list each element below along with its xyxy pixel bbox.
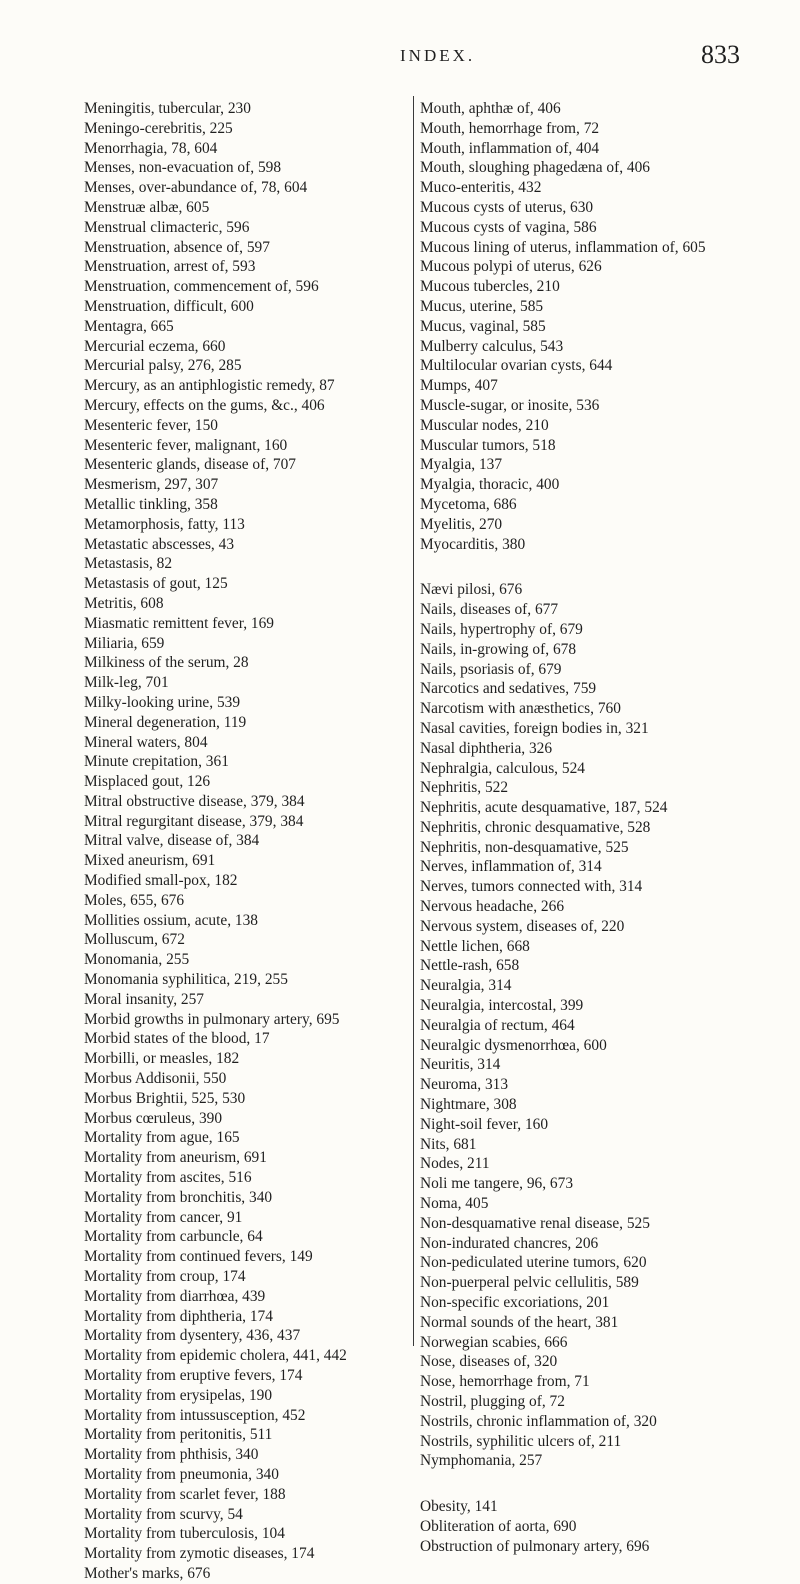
index-entry: Morbid states of the blood, 17 — [84, 1030, 270, 1048]
index-entry: Norwegian scabies, 666 — [420, 1333, 568, 1351]
index-entry: Mesenteric fever, 150 — [84, 416, 218, 434]
index-entry: Morbid growths in pulmonary artery, 695 — [84, 1010, 340, 1028]
index-entry: Narcotism with anæsthetics, 760 — [420, 700, 621, 718]
index-entry: Mycetoma, 686 — [420, 495, 517, 513]
index-entry: Neuroma, 313 — [420, 1076, 509, 1094]
index-entry: Menorrhagia, 78, 604 — [84, 139, 218, 157]
index-entry: Metastasis, 82 — [84, 555, 173, 573]
index-entry: Mucus, uterine, 585 — [420, 297, 544, 315]
index-entry: Normal sounds of the heart, 381 — [420, 1313, 619, 1331]
index-entry: Nodes, 211 — [420, 1155, 490, 1173]
index-entry: Menstruation, arrest of, 593 — [84, 258, 256, 276]
index-entry: Metastasis of gout, 125 — [84, 575, 228, 593]
index-entry: Moles, 655, 676 — [84, 891, 185, 909]
index-entry: Nose, diseases of, 320 — [420, 1353, 558, 1371]
index-entry: Minute crepitation, 361 — [84, 753, 229, 771]
index-entry: Morbilli, or measles, 182 — [84, 1050, 240, 1068]
index-entry: Nephritis, chronic desquamative, 528 — [420, 818, 651, 836]
index-entry: Mortality from epidemic cholera, 441, 442 — [84, 1347, 347, 1365]
index-entry: Mortality from erysipelas, 190 — [84, 1386, 273, 1404]
index-entry: Mortality from pneumonia, 340 — [84, 1465, 279, 1483]
index-entry: Mortality from bronchitis, 340 — [84, 1188, 273, 1206]
index-entry: Metastatic abscesses, 43 — [84, 535, 235, 553]
index-entry: Mucous lining of uterus, inflammation of, 605 — [420, 238, 706, 256]
index-entry: Mitral valve, disease of, 384 — [84, 832, 260, 850]
index-entry: Non-pediculated uterine tumors, 620 — [420, 1254, 647, 1272]
index-entry: Narcotics and sedatives, 759 — [420, 680, 597, 698]
index-entry: Nervous system, diseases of, 220 — [420, 917, 625, 935]
index-entry: Mesenteric glands, disease of, 707 — [84, 456, 296, 474]
running-title: INDEX. — [400, 46, 476, 65]
index-entry: Mucous polypi of uterus, 626 — [420, 258, 602, 276]
index-entry: Mouth, inflammation of, 404 — [420, 139, 600, 157]
index-entry: Menstruæ albæ, 605 — [84, 198, 210, 216]
index-entry: Mortality from cancer, 91 — [84, 1208, 243, 1226]
index-entry: Morbus Brightii, 525, 530 — [84, 1089, 246, 1107]
index-entry: Nostrils, chronic inflammation of, 320 — [420, 1412, 657, 1430]
index-entry: Mitral regurgitant disease, 379, 384 — [84, 812, 304, 830]
index-entry: Neuralgia, intercostal, 399 — [420, 997, 584, 1015]
index-entry: Monomania, 255 — [84, 951, 190, 969]
index-entry: Mortality from eruptive fevers, 174 — [84, 1367, 303, 1384]
index-entry: Muscle-sugar, or inosite, 536 — [420, 396, 600, 414]
index-entry: Menstrual climacteric, 596 — [84, 218, 250, 236]
index-entry: Neuralgia, 314 — [420, 977, 512, 995]
index-entry: Mucous cysts of vagina, 586 — [420, 218, 597, 236]
index-entry: Nævi pilosi, 676 — [420, 581, 523, 599]
index-entry: Milky-looking urine, 539 — [84, 693, 241, 711]
index-entry: Neuritis, 314 — [420, 1056, 501, 1074]
index-entry: Moral insanity, 257 — [84, 990, 204, 1008]
section-gap — [420, 554, 780, 580]
index-entry: Mollities ossium, acute, 138 — [84, 911, 258, 929]
index-entry: Mother's marks, 676 — [84, 1564, 211, 1582]
index-entry: Mortality from diarrhœa, 439 — [84, 1287, 266, 1305]
index-entry: Mortality from diphtheria, 174 — [84, 1307, 273, 1325]
index-entry: Mercury, effects on the gums, &c., 406 — [84, 396, 325, 414]
index-entry: Noma, 405 — [420, 1195, 489, 1213]
index-entry: Misplaced gout, 126 — [84, 773, 211, 791]
column-divider — [413, 96, 414, 1346]
index-entry: Menses, over-abundance of, 78, 604 — [84, 179, 308, 197]
index-entry: Nose, hemorrhage from, 71 — [420, 1373, 590, 1391]
index-entry: Nails, psoriasis of, 679 — [420, 660, 562, 678]
index-entry: Nostril, plugging of, 72 — [420, 1393, 565, 1410]
index-column-left — [84, 99, 404, 1584]
index-entry: Non-indurated chancres, 206 — [420, 1234, 599, 1252]
index-entry: Mitral obstructive disease, 379, 384 — [84, 792, 305, 810]
index-entry: Milkiness of the serum, 28 — [84, 654, 249, 672]
index-entry: Mesenteric fever, malignant, 160 — [84, 436, 288, 454]
index-entry: Mortality from ascites, 516 — [84, 1169, 252, 1187]
index-entry: Metallic tinkling, 358 — [84, 495, 218, 513]
index-entry: Metamorphosis, fatty, 113 — [84, 515, 245, 533]
index-entry: Meningitis, tubercular, 230 — [84, 100, 251, 117]
index-entry: Metritis, 608 — [84, 594, 164, 612]
index-entry: Mineral waters, 804 — [84, 733, 208, 751]
index-entry: Mortality from aneurism, 691 — [84, 1149, 267, 1167]
index-entry: Obliteration of aorta, 690 — [420, 1517, 577, 1535]
index-entry: Nits, 681 — [420, 1135, 477, 1153]
index-entry: Muco-enteritis, 432 — [420, 179, 542, 197]
index-entry: Mucous tubercles, 210 — [420, 278, 560, 296]
index-entry: Night-soil fever, 160 — [420, 1115, 549, 1133]
index-entry: Mouth, sloughing phagedæna of, 406 — [420, 159, 650, 177]
index-entry: Nephritis, 522 — [420, 779, 509, 797]
index-entry: Mercurial eczema, 660 — [84, 337, 226, 355]
index-entry: Mortality from ague, 165 — [84, 1129, 240, 1147]
index-entry: Milk-leg, 701 — [84, 674, 169, 692]
index-entry: Mulberry calculus, 543 — [420, 337, 564, 355]
index-entry: Obesity, 141 — [420, 1498, 498, 1516]
index-entry: Menstruation, commencement of, 596 — [84, 278, 319, 296]
index-entry: Non-desquamative renal disease, 525 — [420, 1214, 650, 1232]
index-entry: Nephritis, acute desquamative, 187, 524 — [420, 799, 668, 817]
index-entry: Mentagra, 665 — [84, 317, 174, 335]
index-entry: Mixed aneurism, 691 — [84, 852, 216, 870]
section-gap — [420, 1471, 780, 1497]
index-entry: Muscular tumors, 518 — [420, 436, 556, 454]
index-entry: Nervous headache, 266 — [420, 898, 565, 916]
index-entry: Molluscum, 672 — [84, 931, 185, 949]
index-entry: Mortality from phthisis, 340 — [84, 1446, 259, 1464]
index-entry: Mortality from tuberculosis, 104 — [84, 1525, 285, 1543]
index-entry: Nymphomania, 257 — [420, 1452, 543, 1470]
index-section-m — [420, 99, 780, 554]
index-entry: Noli me tangere, 96, 673 — [420, 1175, 574, 1193]
index-entry: Mortality from zymotic diseases, 174 — [84, 1545, 315, 1563]
index-entry: Mucus, vaginal, 585 — [420, 317, 546, 335]
index-entry: Nerves, inflammation of, 314 — [420, 858, 602, 876]
index-entry: Nasal cavities, foreign bodies in, 321 — [420, 719, 649, 737]
index-entry: Mortality from scurvy, 54 — [84, 1505, 243, 1523]
index-entry: Nails, in-growing of, 678 — [420, 640, 577, 658]
index-entry: Miasmatic remittent fever, 169 — [84, 614, 274, 632]
index-entry: Myocarditis, 380 — [420, 535, 526, 553]
index-entry: Nettle-rash, 658 — [420, 957, 520, 975]
index-entry: Non-specific excoriations, 201 — [420, 1294, 610, 1312]
index-entry: Nails, hypertrophy of, 679 — [420, 620, 583, 638]
index-entry: Menstruation, difficult, 600 — [84, 297, 254, 315]
index-entry: Nerves, tumors connected with, 314 — [420, 878, 643, 896]
index-entry: Menses, non-evacuation of, 598 — [84, 159, 282, 177]
index-entry: Nettle lichen, 668 — [420, 937, 530, 955]
index-entry: Mortality from continued fevers, 149 — [84, 1248, 313, 1266]
index-entry: Non-puerperal pelvic cellulitis, 589 — [420, 1274, 639, 1292]
index-entry: Multilocular ovarian cysts, 644 — [420, 357, 613, 375]
index-entry: Nightmare, 308 — [420, 1096, 517, 1114]
index-entry: Mumps, 407 — [420, 377, 498, 395]
index-entry: Mortality from dysentery, 436, 437 — [84, 1327, 301, 1345]
index-entry: Menstruation, absence of, 597 — [84, 238, 270, 256]
index-entry: Mineral degeneration, 119 — [84, 713, 247, 731]
index-entry: Mucous cysts of uterus, 630 — [420, 198, 594, 216]
index-entry: Mouth, hemorrhage from, 72 — [420, 119, 600, 137]
page-number: 833 — [701, 40, 740, 69]
index-entry: Morbus cœruleus, 390 — [84, 1109, 223, 1127]
index-entry: Myalgia, thoracic, 400 — [420, 476, 560, 494]
index-entry: Mortality from scarlet fever, 188 — [84, 1485, 286, 1503]
index-entry: Mortality from croup, 174 — [84, 1268, 246, 1286]
index-column-right — [420, 99, 780, 1557]
index-entry: Neuralgic dysmenorrhœa, 600 — [420, 1036, 607, 1054]
page-header — [0, 40, 800, 80]
index-entry: Nephralgia, calculous, 524 — [420, 759, 585, 777]
index-entry: Mortality from peritonitis, 511 — [84, 1426, 273, 1444]
index-section-n — [420, 580, 780, 1471]
index-entry: Obstruction of pulmonary artery, 696 — [420, 1537, 650, 1555]
index-section-o — [420, 1497, 780, 1556]
index-entry: Neuralgia of rectum, 464 — [420, 1016, 575, 1034]
index-entry: Miliaria, 659 — [84, 634, 165, 652]
index-entry: Mouth, aphthæ of, 406 — [420, 100, 561, 117]
index-entry: Nephritis, non-desquamative, 525 — [420, 838, 629, 856]
index-entry: Morbus Addisonii, 550 — [84, 1070, 227, 1088]
index-entry: Meningo-cerebritis, 225 — [84, 119, 233, 137]
index-entry: Nostrils, syphilitic ulcers of, 211 — [420, 1432, 622, 1450]
index-entry: Myalgia, 137 — [420, 456, 503, 474]
index-entry: Muscular nodes, 210 — [420, 416, 549, 434]
index-entry: Modified small-pox, 182 — [84, 872, 238, 890]
index-entry: Mercury, as an antiphlogistic remedy, 87 — [84, 377, 335, 395]
index-entry: Mortality from intussusception, 452 — [84, 1406, 306, 1424]
index-entry: Nails, diseases of, 677 — [420, 601, 559, 619]
index-entry: Mercurial palsy, 276, 285 — [84, 357, 242, 375]
index-entry: Monomania syphilitica, 219, 255 — [84, 971, 288, 989]
index-entry: Mortality from carbuncle, 64 — [84, 1228, 263, 1246]
index-entry: Nasal diphtheria, 326 — [420, 739, 553, 757]
index-entry: Mesmerism, 297, 307 — [84, 476, 219, 494]
index-entry: Myelitis, 270 — [420, 515, 503, 533]
